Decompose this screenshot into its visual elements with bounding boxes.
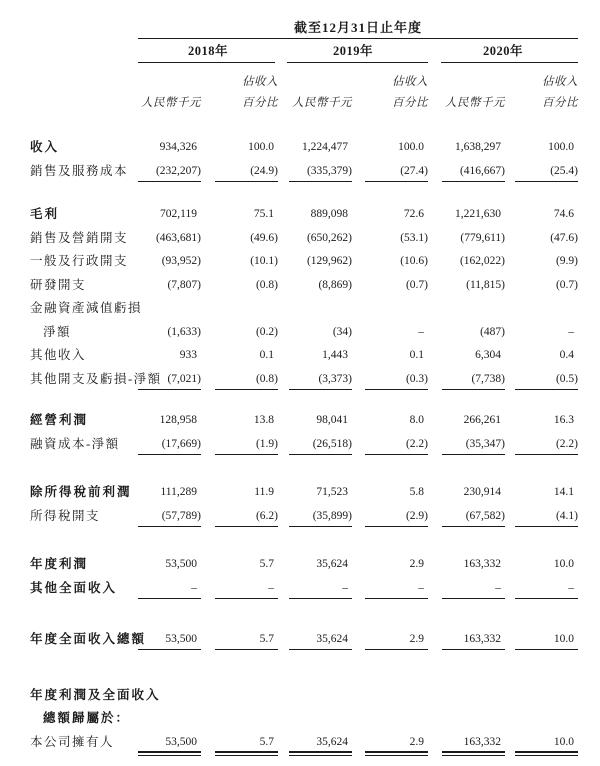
table-section xyxy=(30,203,578,391)
value-cell: (1.9) xyxy=(201,433,278,457)
value-cell: (4.1) xyxy=(505,505,578,529)
table-row xyxy=(30,731,578,755)
value-cell: – xyxy=(352,577,428,601)
value-cell: (25.4) xyxy=(505,160,578,184)
value-cell: 0.1 xyxy=(409,349,424,361)
value-cell: 16.3 xyxy=(553,414,574,426)
value-cell: 163,332 xyxy=(463,558,501,570)
value-cell: 10.0 xyxy=(505,628,578,652)
amount-unit-header: 人民幣千元 xyxy=(445,97,505,109)
row-label: 年度利潤 xyxy=(30,557,89,571)
pct-of-revenue-header: 佔收入 百分比 xyxy=(392,76,428,109)
value-cell: (35,347) xyxy=(428,433,505,457)
row-label: 毛利 xyxy=(30,207,60,221)
pct-of-revenue-header: 佔收入 百分比 xyxy=(242,76,278,109)
value-cell: 702,119 xyxy=(160,208,197,220)
amount-unit-header: 人民幣千元 xyxy=(141,97,201,109)
table-section xyxy=(30,136,578,183)
table-row xyxy=(30,628,578,652)
value-cell: (0.8) xyxy=(255,278,278,291)
table-row xyxy=(30,160,578,184)
table-row xyxy=(30,553,578,577)
table-row xyxy=(30,409,578,433)
value-cell: (0.3) xyxy=(352,368,428,392)
value-cell: 163,332 xyxy=(428,628,505,652)
value-cell: 1,443 xyxy=(322,349,348,361)
value-cell: 35,624 xyxy=(278,628,352,652)
value-cell: 0.4 xyxy=(559,349,574,361)
table-row xyxy=(30,297,578,321)
subheader-row xyxy=(30,68,578,114)
year-header-row xyxy=(138,43,578,63)
table-section xyxy=(30,481,578,528)
row-label: 其他全面收入 xyxy=(30,580,118,595)
row-label: 其他開支及虧損-淨額 xyxy=(30,371,162,386)
value-cell: 35,624 xyxy=(278,731,352,755)
row-label: 銷售及營銷開支 xyxy=(30,230,129,245)
table-row xyxy=(30,433,578,457)
row-label: 年度全面收入總額 xyxy=(30,632,147,646)
value-cell: 2.9 xyxy=(352,628,428,652)
value-cell: 74.6 xyxy=(553,208,574,220)
table-title: 截至12月31日止年度 xyxy=(293,20,422,35)
value-cell: (3,373) xyxy=(278,368,352,392)
row-label: 總額歸屬於： xyxy=(43,711,131,725)
table-row xyxy=(30,203,578,227)
value-cell: 13.8 xyxy=(253,414,274,426)
value-cell: (0.7) xyxy=(405,278,428,291)
value-cell: (162,022) xyxy=(459,255,505,267)
value-cell: 1,221,630 xyxy=(455,208,501,220)
value-cell: 2.9 xyxy=(352,731,428,755)
value-cell: 10.0 xyxy=(553,558,574,570)
value-cell: 5.7 xyxy=(201,731,278,755)
value-cell: – xyxy=(505,577,578,601)
value-cell: 5.7 xyxy=(201,628,278,652)
table-row xyxy=(30,707,578,731)
value-cell: (0.7) xyxy=(555,278,578,291)
value-cell: (17,669) xyxy=(138,433,201,457)
value-cell: (53.1) xyxy=(400,231,428,244)
value-cell: – xyxy=(201,577,278,601)
value-cell: 53,500 xyxy=(138,731,201,755)
value-cell: 35,624 xyxy=(316,558,348,570)
table-row xyxy=(30,577,578,601)
value-cell: (9.9) xyxy=(555,255,578,267)
value-cell: 6,304 xyxy=(475,349,501,361)
value-cell: – xyxy=(418,325,424,338)
value-cell: 53,500 xyxy=(165,558,197,570)
value-cell: 100.0 xyxy=(398,141,424,153)
row-label: 年度利潤及全面收入 xyxy=(30,687,161,702)
value-cell: (26,518) xyxy=(278,433,352,457)
value-cell: 14.1 xyxy=(553,486,574,498)
value-cell: 1,638,297 xyxy=(455,141,501,153)
value-cell: (650,262) xyxy=(306,231,352,244)
value-cell: 128,958 xyxy=(159,414,197,426)
value-cell: 266,261 xyxy=(463,414,501,426)
row-label: 所得稅開支 xyxy=(30,508,101,523)
value-cell: 98,041 xyxy=(316,414,348,426)
value-cell: (67,582) xyxy=(428,505,505,529)
value-cell: 111,289 xyxy=(160,486,197,498)
value-cell: (2.2) xyxy=(352,433,428,457)
value-cell: 230,914 xyxy=(463,486,501,498)
value-cell: (35,899) xyxy=(278,505,352,529)
value-cell: 75.1 xyxy=(253,208,274,220)
value-cell: 100.0 xyxy=(248,141,274,153)
value-cell: (487) xyxy=(480,325,505,338)
pct-of-revenue-header: 佔收入 百分比 xyxy=(542,76,578,109)
value-cell: (27.4) xyxy=(352,160,428,184)
value-cell: 5.8 xyxy=(409,486,424,498)
amount-unit-header: 人民幣千元 xyxy=(292,97,352,109)
row-label: 本公司擁有人 xyxy=(30,734,115,749)
value-cell: 5.7 xyxy=(259,558,274,570)
value-cell: (6.2) xyxy=(201,505,278,529)
value-cell: – xyxy=(428,577,505,601)
row-label: 除所得稅前利潤 xyxy=(30,485,132,499)
table-row xyxy=(30,136,578,160)
table-row xyxy=(30,481,578,505)
row-label: 研發開支 xyxy=(30,277,87,292)
value-cell: (47.6) xyxy=(550,231,578,244)
value-cell: 1,224,477 xyxy=(302,141,348,153)
value-cell: – xyxy=(278,577,352,601)
value-cell: 0.1 xyxy=(259,349,274,361)
table-section xyxy=(30,684,578,755)
value-cell: (2.2) xyxy=(505,433,578,457)
table-row xyxy=(30,321,578,345)
table-row xyxy=(30,227,578,251)
value-cell: (24.9) xyxy=(201,160,278,184)
value-cell: 53,500 xyxy=(138,628,201,652)
value-cell: (11,815) xyxy=(466,278,505,291)
table-row xyxy=(30,368,578,392)
row-label: 融資成本-淨額 xyxy=(30,436,120,451)
table-row xyxy=(30,274,578,298)
table-row xyxy=(30,505,578,529)
value-cell: (8,869) xyxy=(318,278,352,291)
value-cell: (0.8) xyxy=(201,368,278,392)
value-cell: (129,962) xyxy=(306,255,352,267)
table-row xyxy=(30,684,578,708)
row-label: 收入 xyxy=(30,140,60,154)
row-label: 一般及行政開支 xyxy=(30,254,129,268)
row-label: 淨額 xyxy=(43,324,72,339)
table-row xyxy=(30,250,578,274)
value-cell: 100.0 xyxy=(548,141,574,153)
value-cell: (463,681) xyxy=(155,231,201,244)
value-cell: (10.1) xyxy=(250,255,278,267)
value-cell: (2.9) xyxy=(352,505,428,529)
value-cell: – xyxy=(138,577,201,601)
value-cell: (49.6) xyxy=(250,231,278,244)
value-cell: (57,789) xyxy=(138,505,201,529)
value-cell: 2.9 xyxy=(409,558,424,570)
value-cell: (7,021) xyxy=(138,368,201,392)
year-header: 2020年 xyxy=(428,43,578,63)
value-cell: 10.0 xyxy=(505,731,578,755)
table-section xyxy=(30,628,578,652)
row-label: 經營利潤 xyxy=(30,413,89,427)
value-cell: (232,207) xyxy=(138,160,201,184)
value-cell: (93,952) xyxy=(161,255,201,267)
value-cell: (416,667) xyxy=(428,160,505,184)
value-cell: 933 xyxy=(179,349,197,361)
value-cell: 8.0 xyxy=(409,414,424,426)
value-cell: 934,326 xyxy=(159,141,197,153)
row-label: 銷售及服務成本 xyxy=(30,163,129,178)
value-cell: (10.6) xyxy=(400,255,428,267)
value-cell: (0.5) xyxy=(505,368,578,392)
table-row xyxy=(30,344,578,368)
value-cell: (779,611) xyxy=(460,231,505,244)
value-cell: 889,098 xyxy=(310,208,348,220)
table-body xyxy=(30,136,578,754)
value-cell: 11.9 xyxy=(254,486,274,498)
title-rule xyxy=(138,38,578,39)
value-cell: 72.6 xyxy=(403,208,424,220)
value-cell: – xyxy=(568,325,574,338)
value-cell: (335,379) xyxy=(278,160,352,184)
table-section xyxy=(30,553,578,600)
row-label: 金融資產減值虧損 xyxy=(30,301,143,315)
value-cell: 71,523 xyxy=(316,486,348,498)
row-label: 其他收入 xyxy=(30,348,87,362)
value-cell: (34) xyxy=(332,325,352,338)
table-section xyxy=(30,409,578,456)
year-header: 2018年 xyxy=(138,43,278,63)
value-cell: (0.2) xyxy=(255,325,278,338)
year-header: 2019年 xyxy=(278,43,428,63)
value-cell: (7,807) xyxy=(167,278,201,291)
value-cell: (1,633) xyxy=(167,325,201,338)
value-cell: 163,332 xyxy=(428,731,505,755)
value-cell: (7,738) xyxy=(428,368,505,392)
